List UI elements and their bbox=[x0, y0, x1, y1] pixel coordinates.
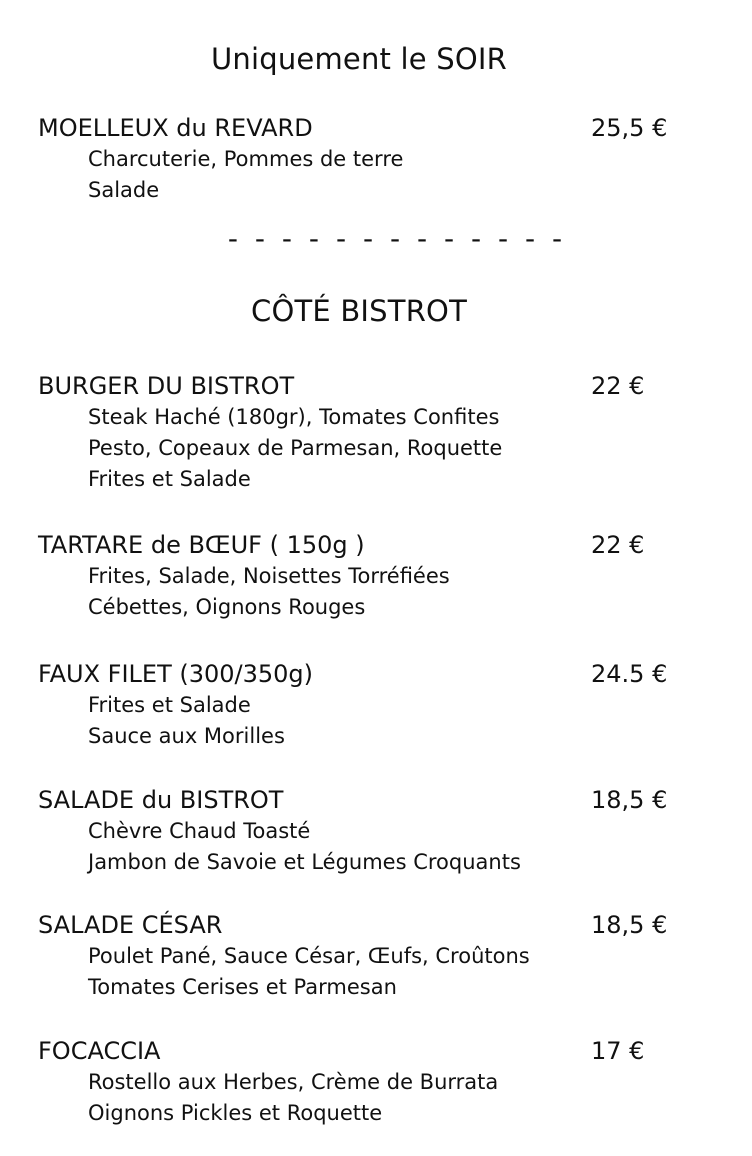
menu-item-faux-filet bbox=[38, 658, 718, 752]
item-desc-line: Pesto, Copeaux de Parmesan, Roquette bbox=[88, 436, 503, 460]
item-desc-line: Tomates Cerises et Parmesan bbox=[88, 975, 397, 999]
menu-item-burger bbox=[38, 370, 718, 495]
item-name: FOCACCIA bbox=[38, 1037, 161, 1065]
item-desc-line: Frites et Salade bbox=[88, 467, 251, 491]
item-price: 25,5 € bbox=[591, 114, 668, 142]
item-name: MOELLEUX du REVARD bbox=[38, 114, 313, 142]
item-name: SALADE CÉSAR bbox=[38, 911, 223, 939]
section-divider: - - - - - - - - - - - - - bbox=[227, 222, 567, 255]
item-price: 18,5 € bbox=[591, 786, 668, 814]
menu-item-focaccia bbox=[38, 1035, 718, 1129]
item-desc-line: Frites et Salade bbox=[88, 693, 251, 717]
item-desc-line: Oignons Pickles et Roquette bbox=[88, 1101, 383, 1125]
item-price: 18,5 € bbox=[591, 911, 668, 939]
menu-item-moelleux bbox=[38, 112, 718, 206]
item-desc-line: Charcuterie, Pommes de terre bbox=[88, 147, 404, 171]
item-desc-line: Frites, Salade, Noisettes Torréfiées bbox=[88, 564, 450, 588]
item-name: TARTARE de BŒUF ( 150g ) bbox=[38, 531, 365, 559]
section-title-bistrot: CÔTÉ BISTROT bbox=[251, 294, 467, 328]
section-title-evening: Uniquement le SOIR bbox=[210, 42, 507, 76]
item-name: FAUX FILET (300/350g) bbox=[38, 660, 314, 688]
item-desc-line: Cébettes, Oignons Rouges bbox=[88, 595, 366, 619]
item-desc-line: Salade bbox=[88, 178, 160, 202]
item-desc-line: Sauce aux Morilles bbox=[88, 724, 285, 748]
item-price: 22 € bbox=[591, 372, 645, 400]
item-desc-line: Poulet Pané, Sauce César, Œufs, Croûtons bbox=[88, 944, 530, 968]
item-name: SALADE du BISTROT bbox=[38, 786, 284, 814]
item-price: 22 € bbox=[591, 531, 645, 559]
item-desc-line: Chèvre Chaud Toasté bbox=[88, 819, 311, 843]
item-desc-line: Rostello aux Herbes, Crème de Burrata bbox=[88, 1070, 499, 1094]
menu-item-salade-bistrot bbox=[38, 784, 718, 878]
menu-item-tartare bbox=[38, 529, 718, 623]
menu-item-salade-cesar bbox=[38, 909, 718, 1003]
item-price: 17 € bbox=[591, 1037, 645, 1065]
item-name: BURGER DU BISTROT bbox=[38, 372, 295, 400]
item-desc-line: Steak Haché (180gr), Tomates Confites bbox=[88, 405, 500, 429]
item-desc-line: Jambon de Savoie et Légumes Croquants bbox=[88, 850, 521, 874]
item-price: 24.5 € bbox=[591, 660, 668, 688]
